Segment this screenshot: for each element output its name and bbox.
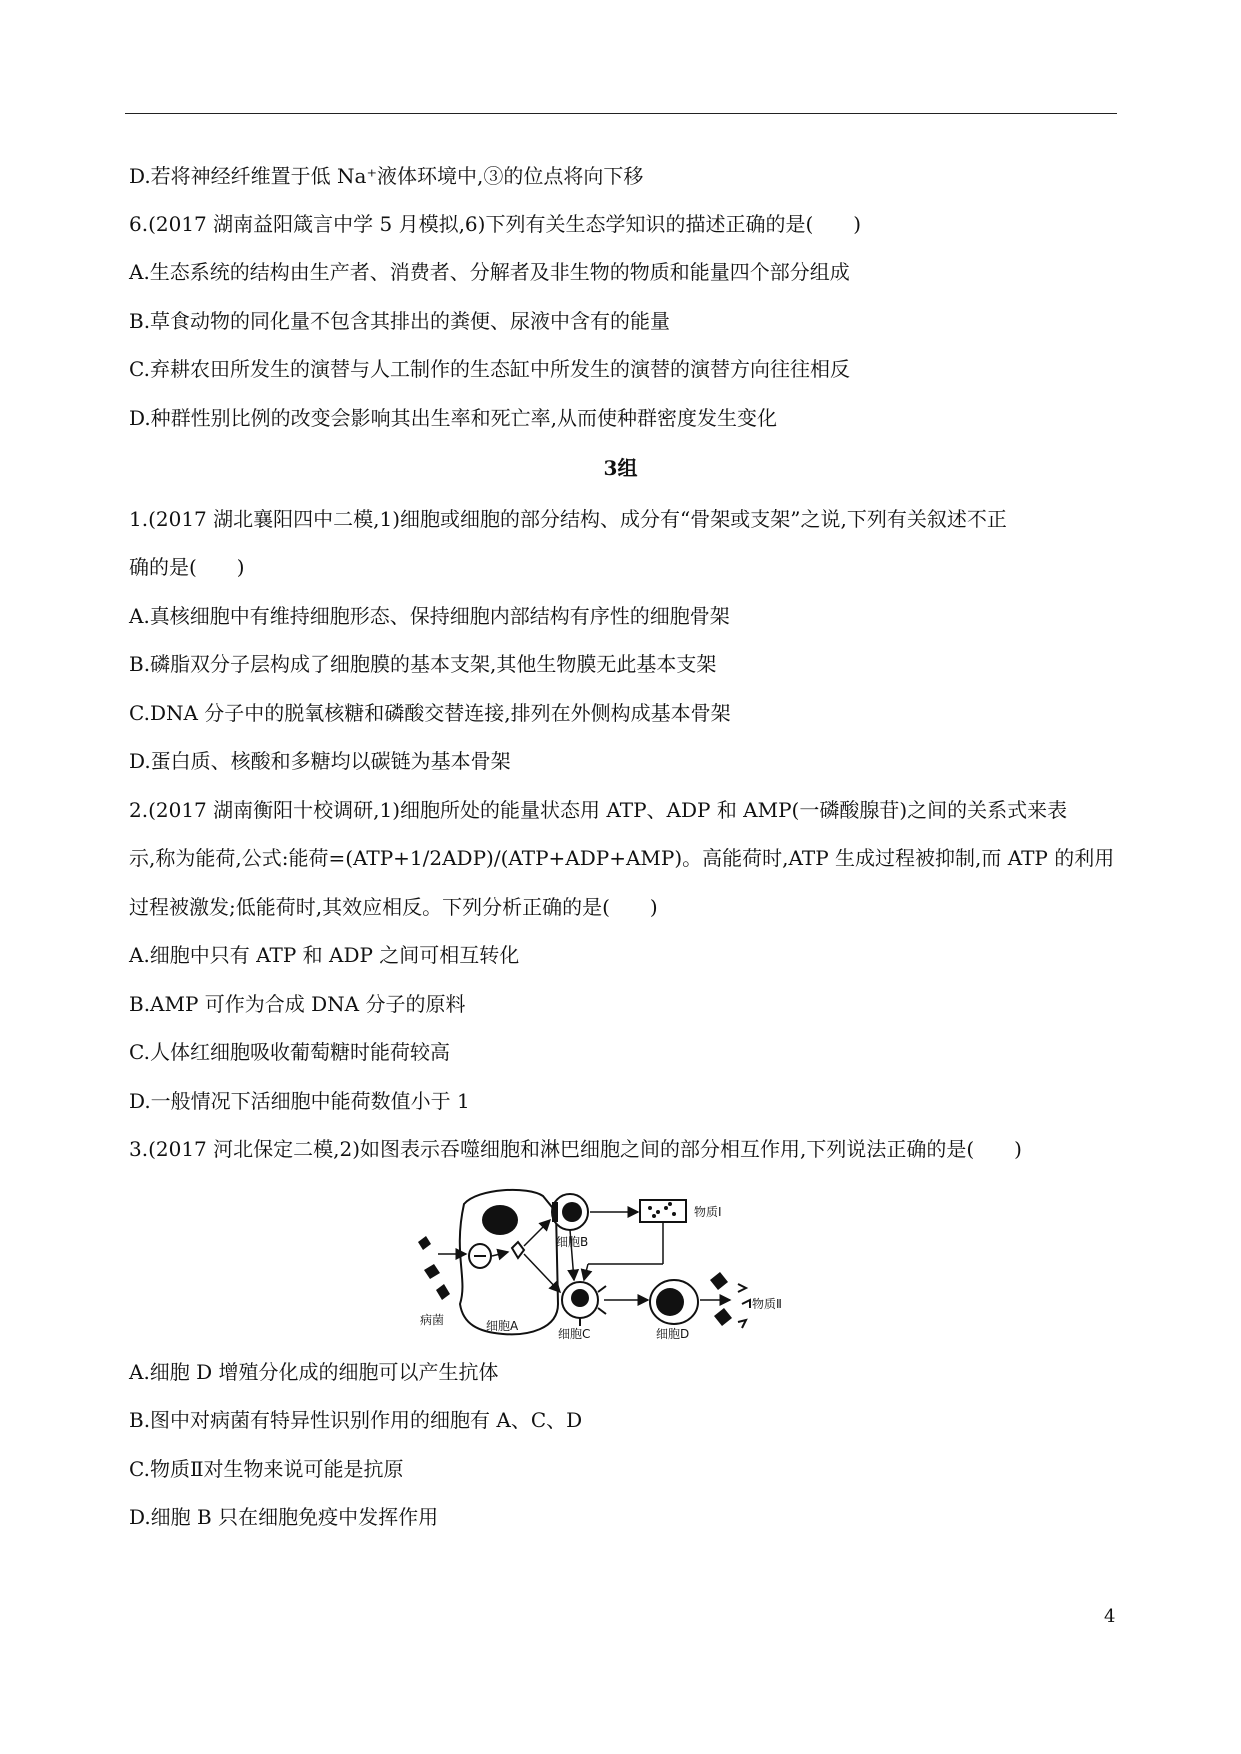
option-1d: D.蛋白质、核酸和多糖均以碳链为基本骨架 <box>129 749 511 773</box>
group-heading: 3组 <box>603 456 638 480</box>
question-1-cont: 确的是( ) <box>129 555 245 579</box>
option-3c: C.物质Ⅱ对生物来说可能是抗原 <box>129 1457 404 1481</box>
option-6a: A.生态系统的结构由生产者、消费者、分解者及非生物的物质和能量四个部分组成 <box>129 260 850 284</box>
label-cell-c: 细胞C <box>558 1327 591 1341</box>
option-6b: B.草食动物的同化量不包含其排出的粪便、尿液中含有的能量 <box>129 309 671 333</box>
option-6d: D.种群性别比例的改变会影响其出生率和死亡率,从而使种群密度发生变化 <box>129 406 778 430</box>
option-6c: C.弃耕农田所发生的演替与人工制作的生态缸中所发生的演替的演替方向往往相反 <box>129 357 850 381</box>
question-3: 3.(2017 河北保定二模,2)如图表示吞噬细胞和淋巴细胞之间的部分相互作用,下列说法正确的是( ) <box>129 1137 1022 1161</box>
option-1b: B.磷脂双分子层构成了细胞膜的基本支架,其他生物膜无此基本支架 <box>129 652 717 676</box>
substance-1-box <box>640 1200 686 1222</box>
page-number: 4 <box>1104 1606 1116 1627</box>
option-2d: D.一般情况下活细胞中能荷数值小于 1 <box>129 1089 470 1113</box>
label-cell-d: 细胞D <box>656 1327 690 1341</box>
header-rule <box>125 113 1117 114</box>
antibody-icon <box>710 1272 732 1326</box>
label-bacteria: 病菌 <box>420 1313 445 1327</box>
label-cell-a: 细胞A <box>486 1319 519 1333</box>
cell-a-nucleus <box>482 1205 518 1235</box>
bacteria-icon <box>418 1236 450 1300</box>
option-2b: B.AMP 可作为合成 DNA 分子的原料 <box>129 992 466 1016</box>
question-2: 2.(2017 湖南衡阳十校调研,1)细胞所处的能量状态用 ATP、ADP 和 AMP(一磷酸腺苷)之间的关系式来表 <box>129 798 1068 822</box>
label-cell-b: 细胞B <box>556 1235 589 1249</box>
immune-cell-figure <box>408 1184 848 1344</box>
option-2a: A.细胞中只有 ATP 和 ADP 之间可相互转化 <box>129 943 520 967</box>
label-substance-2: 物质Ⅱ <box>752 1297 782 1311</box>
question-6: 6.(2017 湖南益阳箴言中学 5 月模拟,6)下列有关生态学知识的描述正确的是( ) <box>129 212 862 236</box>
label-substance-1: 物质Ⅰ <box>694 1205 722 1219</box>
question-1: 1.(2017 湖北襄阳四中二模,1)细胞或细胞的部分结构、成分有“骨架或支架”之说,下列有关叙述不正 <box>129 507 1007 531</box>
option-3b: B.图中对病菌有特异性识别作用的细胞有 A、C、D <box>129 1408 583 1432</box>
option-2c: C.人体红细胞吸收葡萄糖时能荷较高 <box>129 1040 450 1064</box>
text-line: D.若将神经纤维置于低 Na⁺液体环境中,③的位点将向下移 <box>129 164 644 188</box>
option-1a: A.真核细胞中有维持细胞形态、保持细胞内部结构有序性的细胞骨架 <box>129 604 730 628</box>
question-2-cont2: 过程被激发;低能荷时,其效应相反。下列分析正确的是( ) <box>129 895 658 919</box>
antigen-icon <box>512 1242 524 1258</box>
option-3a: A.细胞 D 增殖分化成的细胞可以产生抗体 <box>129 1360 499 1384</box>
option-3d: D.细胞 B 只在细胞免疫中发挥作用 <box>129 1505 439 1529</box>
question-2-cont1: 示,称为能荷,公式:能荷=(ATP+1/2ADP)/(ATP+ADP+AMP)。高能荷时,ATP 生成过程被抑制,而 ATP 的利用 <box>129 846 1115 870</box>
option-1c: C.DNA 分子中的脱氧核糖和磷酸交替连接,排列在外侧构成基本骨架 <box>129 701 731 725</box>
